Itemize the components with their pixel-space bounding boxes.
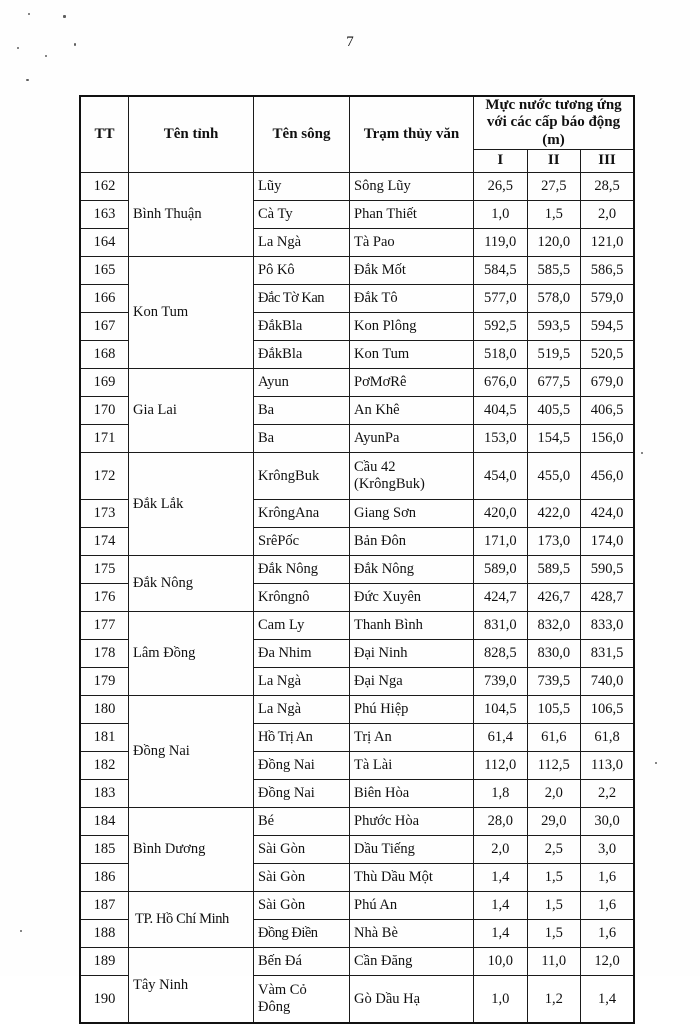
cell-level-2: 589,5 bbox=[527, 556, 581, 584]
cell-level-2: 1,5 bbox=[527, 920, 581, 948]
cell-tt: 178 bbox=[80, 640, 129, 668]
cell-level-1: 676,0 bbox=[474, 369, 528, 397]
cell-level-2: 1,2 bbox=[527, 976, 581, 1024]
cell-level-2: 154,5 bbox=[527, 425, 581, 453]
cell-tt: 187 bbox=[80, 892, 129, 920]
cell-tt: 186 bbox=[80, 864, 129, 892]
cell-river: Lũy bbox=[254, 173, 350, 201]
cell-level-3: 406,5 bbox=[581, 397, 635, 425]
cell-province: Đắk Nông bbox=[129, 556, 254, 612]
table-row bbox=[80, 257, 634, 285]
cell-level-2: 1,5 bbox=[527, 864, 581, 892]
cell-river: Hồ Trị An bbox=[254, 724, 350, 752]
cell-level-2: 2,5 bbox=[527, 836, 581, 864]
cell-station: An Khê bbox=[350, 397, 474, 425]
cell-station: Thù Dầu Một bbox=[350, 864, 474, 892]
cell-level-1: 828,5 bbox=[474, 640, 528, 668]
cell-level-1: 1,0 bbox=[474, 976, 528, 1024]
table-row bbox=[80, 948, 634, 976]
cell-station: Phú Hiệp bbox=[350, 696, 474, 724]
cell-level-3: 174,0 bbox=[581, 528, 635, 556]
cell-tt: 168 bbox=[80, 341, 129, 369]
cell-tt: 179 bbox=[80, 668, 129, 696]
cell-level-2: 832,0 bbox=[527, 612, 581, 640]
cell-station: Sông Lũy bbox=[350, 173, 474, 201]
cell-level-3: 2,2 bbox=[581, 780, 635, 808]
cell-level-1: 104,5 bbox=[474, 696, 528, 724]
cell-river: KrôngBuk bbox=[254, 453, 350, 500]
cell-tt: 177 bbox=[80, 612, 129, 640]
cell-level-2: 519,5 bbox=[527, 341, 581, 369]
cell-station: Phú An bbox=[350, 892, 474, 920]
cell-level-2: 739,5 bbox=[527, 668, 581, 696]
cell-station: AyunPa bbox=[350, 425, 474, 453]
cell-river: Cam Ly bbox=[254, 612, 350, 640]
cell-level-3: 428,7 bbox=[581, 584, 635, 612]
table-row bbox=[80, 696, 634, 724]
cell-station: Biên Hòa bbox=[350, 780, 474, 808]
cell-level-2: 426,7 bbox=[527, 584, 581, 612]
cell-level-2: 2,0 bbox=[527, 780, 581, 808]
cell-river bbox=[254, 976, 350, 1024]
cell-river: Đa Nhim bbox=[254, 640, 350, 668]
cell-level-2: 120,0 bbox=[527, 229, 581, 257]
cell-tt: 162 bbox=[80, 173, 129, 201]
table-row bbox=[80, 173, 634, 201]
column-header-river: Tên sông bbox=[254, 96, 350, 173]
cell-station: Phước Hòa bbox=[350, 808, 474, 836]
cell-station: Trị An bbox=[350, 724, 474, 752]
cell-level-3: 3,0 bbox=[581, 836, 635, 864]
cell-station: Cần Đăng bbox=[350, 948, 474, 976]
cell-river: Đồng Nai bbox=[254, 752, 350, 780]
cell-station: PơMơRê bbox=[350, 369, 474, 397]
cell-river: KrôngAna bbox=[254, 500, 350, 528]
cell-level-2: 422,0 bbox=[527, 500, 581, 528]
cell-level-1: 424,7 bbox=[474, 584, 528, 612]
cell-station: Gò Dầu Hạ bbox=[350, 976, 474, 1024]
cell-level-2: 61,6 bbox=[527, 724, 581, 752]
cell-province: Đồng Nai bbox=[129, 696, 254, 808]
scan-speck bbox=[28, 13, 30, 15]
scan-speck bbox=[63, 15, 66, 18]
column-header-tt: TT bbox=[80, 96, 129, 173]
cell-level-1: 2,0 bbox=[474, 836, 528, 864]
scan-speck bbox=[26, 79, 29, 81]
cell-level-3: 520,5 bbox=[581, 341, 635, 369]
water-level-table bbox=[79, 95, 635, 1024]
cell-level-1: 404,5 bbox=[474, 397, 528, 425]
cell-tt: 165 bbox=[80, 257, 129, 285]
cell-level-2: 1,5 bbox=[527, 201, 581, 229]
cell-river: SrêPốc bbox=[254, 528, 350, 556]
cell-level-2: 585,5 bbox=[527, 257, 581, 285]
table-row bbox=[80, 612, 634, 640]
table-row bbox=[80, 556, 634, 584]
cell-level-2: 29,0 bbox=[527, 808, 581, 836]
scan-speck bbox=[20, 930, 22, 932]
cell-level-1: 454,0 bbox=[474, 453, 528, 500]
cell-tt: 173 bbox=[80, 500, 129, 528]
cell-level-1: 153,0 bbox=[474, 425, 528, 453]
cell-level-1: 1,0 bbox=[474, 201, 528, 229]
column-header-levels-group: Mực nước tương ứng với các cấp báo động (m) bbox=[474, 96, 635, 150]
cell-tt: 172 bbox=[80, 453, 129, 500]
cell-station: Kon Tum bbox=[350, 341, 474, 369]
cell-river: Sài Gòn bbox=[254, 892, 350, 920]
cell-station: Thanh Bình bbox=[350, 612, 474, 640]
column-header-station: Trạm thủy văn bbox=[350, 96, 474, 173]
cell-level-1: 1,4 bbox=[474, 864, 528, 892]
page-number: 7 bbox=[346, 34, 354, 50]
cell-tt: 166 bbox=[80, 285, 129, 313]
cell-tt: 164 bbox=[80, 229, 129, 257]
cell-river: La Ngà bbox=[254, 229, 350, 257]
cell-station: Dầu Tiếng bbox=[350, 836, 474, 864]
cell-tt: 182 bbox=[80, 752, 129, 780]
cell-river-line1: Vàm Cỏ bbox=[258, 982, 307, 999]
cell-tt: 184 bbox=[80, 808, 129, 836]
cell-station: Đắk Tô bbox=[350, 285, 474, 313]
cell-tt: 169 bbox=[80, 369, 129, 397]
cell-station-line1: Cầu 42 bbox=[354, 459, 396, 476]
cell-tt: 190 bbox=[80, 976, 129, 1024]
cell-level-3: 1,4 bbox=[581, 976, 635, 1024]
table-row bbox=[80, 453, 634, 500]
cell-level-3: 156,0 bbox=[581, 425, 635, 453]
cell-province: Gia Lai bbox=[129, 369, 254, 453]
cell-tt: 175 bbox=[80, 556, 129, 584]
cell-level-1: 26,5 bbox=[474, 173, 528, 201]
cell-station: Tà Lài bbox=[350, 752, 474, 780]
cell-station: Giang Sơn bbox=[350, 500, 474, 528]
cell-level-3: 121,0 bbox=[581, 229, 635, 257]
table-header bbox=[80, 96, 634, 173]
cell-level-3: 456,0 bbox=[581, 453, 635, 500]
cell-station: Đắk Nông bbox=[350, 556, 474, 584]
cell-level-2: 405,5 bbox=[527, 397, 581, 425]
cell-level-3: 28,5 bbox=[581, 173, 635, 201]
cell-station: Bản Đôn bbox=[350, 528, 474, 556]
cell-level-3: 586,5 bbox=[581, 257, 635, 285]
cell-level-1: 577,0 bbox=[474, 285, 528, 313]
cell-level-1: 61,4 bbox=[474, 724, 528, 752]
cell-level-2: 112,5 bbox=[527, 752, 581, 780]
cell-river: Sài Gòn bbox=[254, 864, 350, 892]
cell-level-1: 592,5 bbox=[474, 313, 528, 341]
cell-level-3: 833,0 bbox=[581, 612, 635, 640]
scan-speck bbox=[655, 762, 657, 764]
cell-level-2: 578,0 bbox=[527, 285, 581, 313]
cell-level-2: 677,5 bbox=[527, 369, 581, 397]
cell-level-1: 28,0 bbox=[474, 808, 528, 836]
cell-station: Phan Thiết bbox=[350, 201, 474, 229]
table-body bbox=[80, 173, 634, 1024]
header-row-primary bbox=[80, 96, 634, 150]
cell-level-1: 518,0 bbox=[474, 341, 528, 369]
cell-level-1: 1,4 bbox=[474, 920, 528, 948]
cell-level-2: 11,0 bbox=[527, 948, 581, 976]
cell-station: Tà Pao bbox=[350, 229, 474, 257]
cell-river: Ayun bbox=[254, 369, 350, 397]
cell-level-3: 1,6 bbox=[581, 864, 635, 892]
column-header-level-3: III bbox=[581, 150, 635, 173]
scan-speck bbox=[641, 452, 643, 454]
cell-province: TP. Hồ Chí Minh bbox=[129, 892, 254, 948]
cell-level-2: 593,5 bbox=[527, 313, 581, 341]
cell-level-3: 113,0 bbox=[581, 752, 635, 780]
cell-level-1: 831,0 bbox=[474, 612, 528, 640]
cell-level-1: 10,0 bbox=[474, 948, 528, 976]
cell-level-2: 105,5 bbox=[527, 696, 581, 724]
cell-river: La Ngà bbox=[254, 696, 350, 724]
cell-tt: 181 bbox=[80, 724, 129, 752]
cell-tt: 180 bbox=[80, 696, 129, 724]
table-row bbox=[80, 369, 634, 397]
cell-province: Bình Dương bbox=[129, 808, 254, 892]
cell-level-3: 579,0 bbox=[581, 285, 635, 313]
cell-tt: 188 bbox=[80, 920, 129, 948]
cell-level-1: 739,0 bbox=[474, 668, 528, 696]
cell-station: Kon Plông bbox=[350, 313, 474, 341]
cell-province: Lâm Đồng bbox=[129, 612, 254, 696]
cell-level-1: 589,0 bbox=[474, 556, 528, 584]
cell-tt: 170 bbox=[80, 397, 129, 425]
cell-level-2: 1,5 bbox=[527, 892, 581, 920]
table-row bbox=[80, 892, 634, 920]
cell-tt: 167 bbox=[80, 313, 129, 341]
cell-river: Pô Kô bbox=[254, 257, 350, 285]
scan-speck bbox=[45, 55, 47, 57]
cell-level-3: 424,0 bbox=[581, 500, 635, 528]
cell-river: Bé bbox=[254, 808, 350, 836]
cell-level-1: 1,8 bbox=[474, 780, 528, 808]
cell-province: Đắk Lắk bbox=[129, 453, 254, 556]
cell-river-line2: Đông bbox=[258, 999, 291, 1016]
cell-level-2: 455,0 bbox=[527, 453, 581, 500]
cell-level-1: 171,0 bbox=[474, 528, 528, 556]
cell-level-3: 2,0 bbox=[581, 201, 635, 229]
cell-station: Đại Nga bbox=[350, 668, 474, 696]
cell-tt: 185 bbox=[80, 836, 129, 864]
cell-province: Kon Tum bbox=[129, 257, 254, 369]
table-row bbox=[80, 808, 634, 836]
cell-river: ĐắkBla bbox=[254, 341, 350, 369]
cell-tt: 174 bbox=[80, 528, 129, 556]
cell-tt: 183 bbox=[80, 780, 129, 808]
cell-level-3: 30,0 bbox=[581, 808, 635, 836]
cell-level-1: 420,0 bbox=[474, 500, 528, 528]
cell-level-1: 1,4 bbox=[474, 892, 528, 920]
cell-level-3: 594,5 bbox=[581, 313, 635, 341]
cell-tt: 171 bbox=[80, 425, 129, 453]
cell-station bbox=[350, 453, 474, 500]
cell-level-3: 12,0 bbox=[581, 948, 635, 976]
cell-level-1: 112,0 bbox=[474, 752, 528, 780]
column-header-level-2: II bbox=[527, 150, 581, 173]
cell-river: Đồng Nai bbox=[254, 780, 350, 808]
cell-station-line2: (KrôngBuk) bbox=[354, 476, 425, 493]
cell-level-1: 584,5 bbox=[474, 257, 528, 285]
cell-level-3: 590,5 bbox=[581, 556, 635, 584]
cell-river: Krôngnô bbox=[254, 584, 350, 612]
cell-river: Cà Ty bbox=[254, 201, 350, 229]
cell-level-2: 173,0 bbox=[527, 528, 581, 556]
cell-river: ĐắkBla bbox=[254, 313, 350, 341]
water-level-table-wrapper bbox=[79, 95, 635, 1024]
cell-level-3: 61,8 bbox=[581, 724, 635, 752]
cell-river: La Ngà bbox=[254, 668, 350, 696]
cell-river: Bến Đá bbox=[254, 948, 350, 976]
cell-level-2: 830,0 bbox=[527, 640, 581, 668]
cell-level-2: 27,5 bbox=[527, 173, 581, 201]
cell-level-3: 1,6 bbox=[581, 892, 635, 920]
cell-level-3: 831,5 bbox=[581, 640, 635, 668]
cell-river: Đồng Điền bbox=[254, 920, 350, 948]
cell-river: Ba bbox=[254, 425, 350, 453]
cell-station: Đắk Mốt bbox=[350, 257, 474, 285]
cell-station: Nhà Bè bbox=[350, 920, 474, 948]
cell-station: Đức Xuyên bbox=[350, 584, 474, 612]
cell-level-3: 1,6 bbox=[581, 920, 635, 948]
column-header-level-1: I bbox=[474, 150, 528, 173]
cell-level-3: 106,5 bbox=[581, 696, 635, 724]
column-header-province: Tên tỉnh bbox=[129, 96, 254, 173]
cell-tt: 176 bbox=[80, 584, 129, 612]
cell-river: Đắk Nông bbox=[254, 556, 350, 584]
cell-province: Tây Ninh bbox=[129, 948, 254, 1024]
cell-level-3: 679,0 bbox=[581, 369, 635, 397]
cell-river: Đắc Tờ Kan bbox=[254, 285, 350, 313]
cell-river: Sài Gòn bbox=[254, 836, 350, 864]
cell-tt: 189 bbox=[80, 948, 129, 976]
cell-province: Bình Thuận bbox=[129, 173, 254, 257]
cell-tt: 163 bbox=[80, 201, 129, 229]
cell-level-3: 740,0 bbox=[581, 668, 635, 696]
cell-river: Ba bbox=[254, 397, 350, 425]
cell-station: Đại Ninh bbox=[350, 640, 474, 668]
cell-level-1: 119,0 bbox=[474, 229, 528, 257]
